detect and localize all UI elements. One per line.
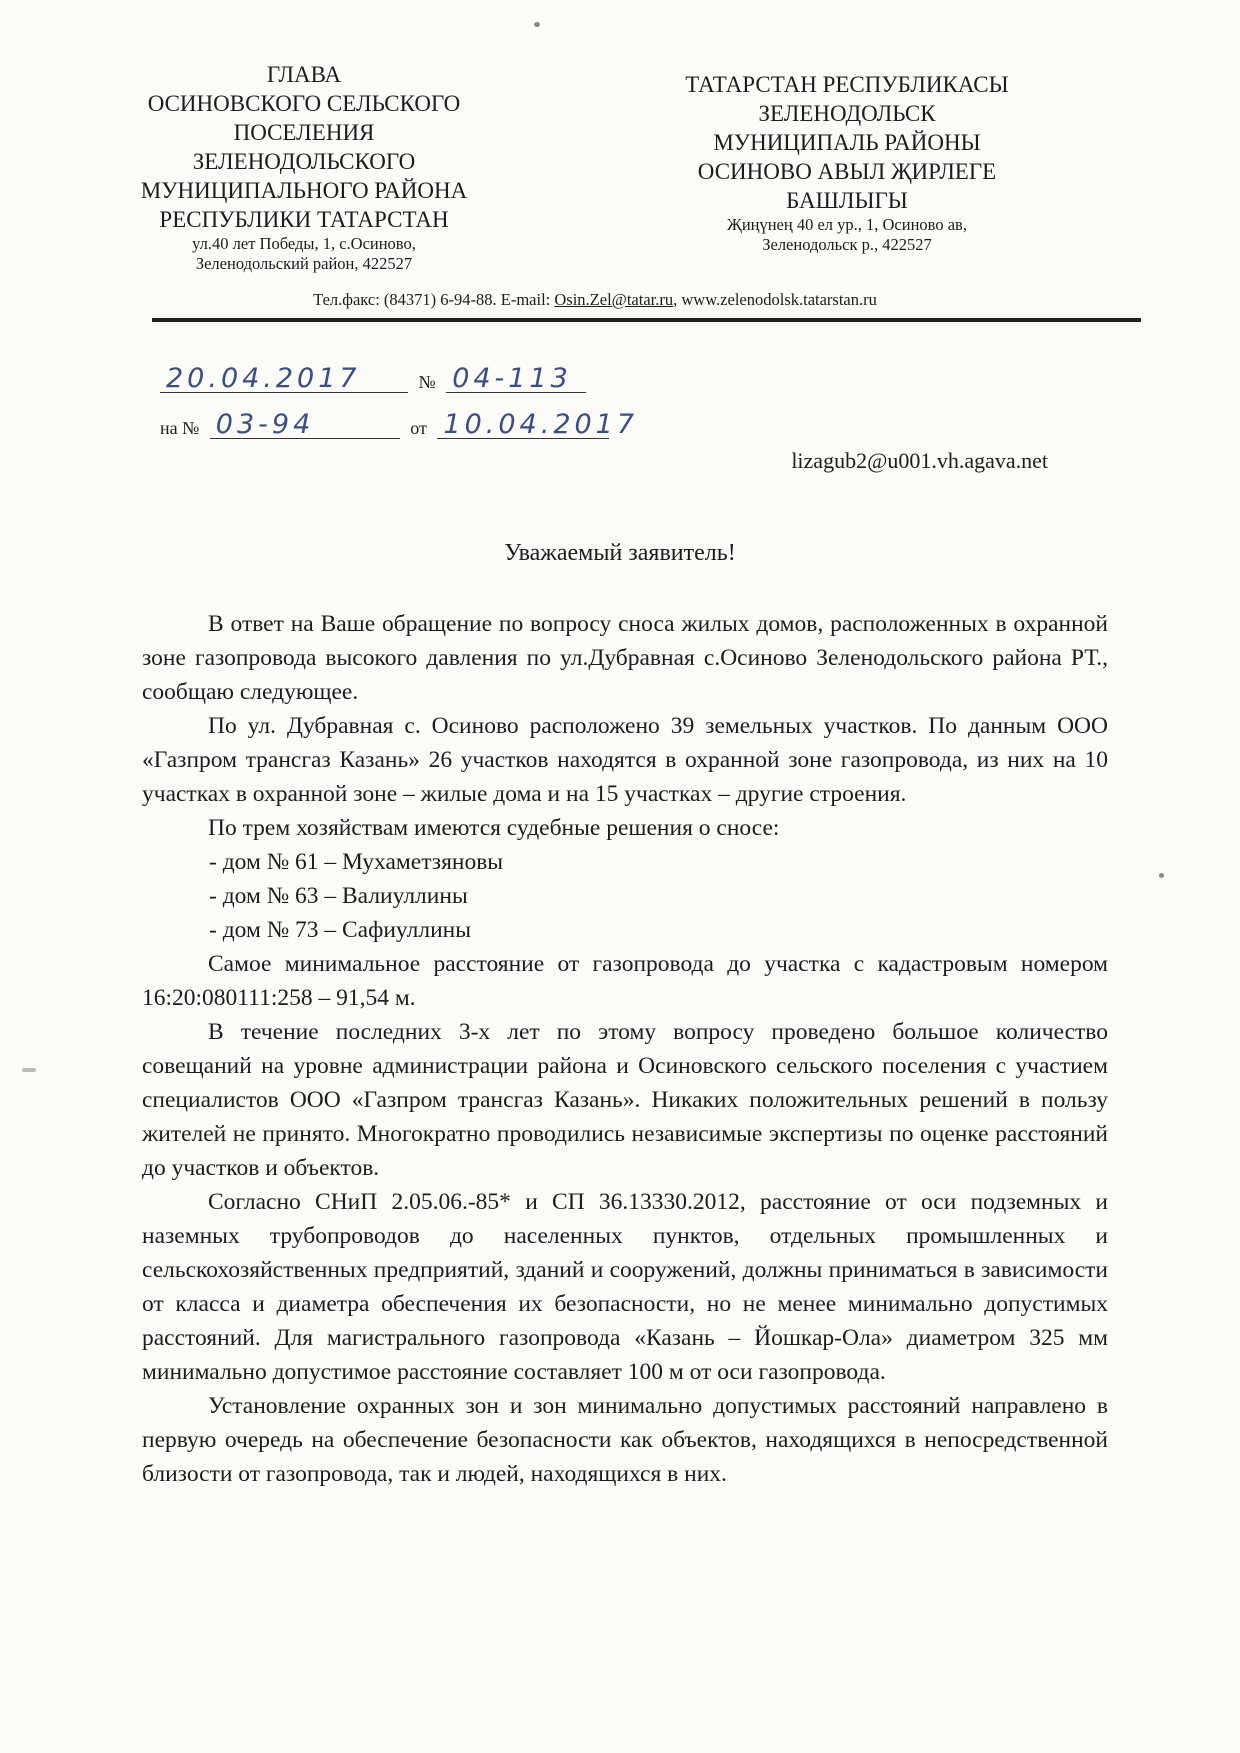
recipient-email: lizagub2@u001.vh.agava.net xyxy=(791,448,1048,473)
letterhead-tatar xyxy=(655,70,1039,255)
handwritten-reply-date: 10.04.2017 xyxy=(443,409,639,440)
reply-number-field xyxy=(210,410,400,439)
letter-body xyxy=(142,607,1108,1491)
letterhead-line: РЕСПУБЛИКИ ТАТАРСТАН xyxy=(159,207,449,232)
paragraph: Согласно СНиП 2.05.06.-85* и СП 36.13330.2012, расстояние от оси подземных и наземных трубопроводов до населенных пунктов, отдельных промышленных и сельскохозяйственных предприятий, зданий и сооружений, должны приниматься в зависимости от класса и диаметра обеспечения их безопасности, но не менее минимально допустимых расстояний. Для магистрального газопровода «Казань – Йошкар-Ола» диаметром 325 мм минимально допустимое расстояние составляет 100 м от оси газопровода. xyxy=(142,1189,1108,1385)
contacts-website: , www.zelenodolsk.tatarstan.ru xyxy=(673,290,877,309)
letterhead-line: БАШЛЫГЫ xyxy=(786,188,908,213)
paragraph: В течение последних 3-х лет по этому вопросу проведено большое количество совещаний на уровне администрации района и Осиновского сельского поселения с участием специалистов ООО «Газпром трансгаз Казань». Никаких положительных решений в пользу жителей не принято. Многократно проводились независимые экспертизы по оценке расстояний до участков и объектов. xyxy=(142,1019,1108,1181)
paragraph: В ответ на Ваше обращение по вопросу сноса жилых домов, расположенных в охранной зоне газопровода высокого давления по ул.Дубравная с.Осиново Зеленодольского района РТ., сообщаю следующее. xyxy=(142,611,1108,705)
scan-speck xyxy=(534,22,540,27)
letterhead-address-line: Зеленодольск р., 422527 xyxy=(762,235,932,254)
letterhead-address-line: Зеленодольский район, 422527 xyxy=(195,254,413,273)
number-label: № xyxy=(418,372,436,392)
letterhead-line: ОСИНОВСКОГО СЕЛЬСКОГО xyxy=(147,91,461,116)
letterhead-line: МУНИЦИПАЛЬНОГО РАЙОНА xyxy=(140,178,468,203)
letterhead-line: ГЛАВА xyxy=(266,62,342,87)
letterhead-russian xyxy=(118,60,490,274)
reply-registration xyxy=(160,409,639,440)
outgoing-registration xyxy=(160,364,586,393)
scan-speck xyxy=(1159,873,1164,878)
from-label: от xyxy=(410,418,427,438)
reply-label: на № xyxy=(160,418,200,438)
scan-speck xyxy=(22,1068,36,1072)
reply-date-field xyxy=(437,409,639,440)
greeting: Уважаемый заявитель! xyxy=(504,540,736,566)
letterhead-divider xyxy=(152,318,1141,322)
paragraph: Установление охранных зон и зон минимально допустимых расстояний направлено в первую очередь на обеспечение безопасности как объектов, находящихся в непосредственной близости от газопровода, так и людей, находящихся в них. xyxy=(142,1393,1108,1487)
letterhead-address-line: Җиңүнең 40 ел ур., 1, Осиново ав, xyxy=(727,215,967,234)
letterhead-line: МУНИЦИПАЛЬ РАЙОНЫ xyxy=(713,130,981,155)
letterhead-address-line: ул.40 лет Победы, 1, с.Осиново, xyxy=(192,234,416,253)
letterhead-line: ЗЕЛЕНОДОЛЬСКОГО xyxy=(192,149,416,174)
list-item: - дом № 73 – Сафиуллины xyxy=(209,917,472,943)
paragraph: По трем хозяйствам имеются судебные решения о сносе: xyxy=(208,815,780,841)
letterhead-line: ТАТАРСТАН РЕСПУБЛИКАСЫ xyxy=(685,72,1009,97)
contacts-email-link[interactable]: Osin.Zel@tatar.ru xyxy=(554,290,674,309)
handwritten-number: 04-113 xyxy=(452,363,572,394)
paragraph: По ул. Дубравная с. Осиново расположено 39 земельных участков. По данным ООО «Газпром трансгаз Казань» 26 участков находятся в охранной зоне газопровода, из них на 10 участках в охранной зоне – жилые дома и на 15 участках – другие строения. xyxy=(142,713,1108,807)
list-item: - дом № 63 – Валиуллины xyxy=(209,883,468,909)
paragraph: Самое минимальное расстояние от газопровода до участка с кадастровым номером 16:20:080111:258 – 91,54 м. xyxy=(142,951,1108,1011)
date-field xyxy=(160,364,408,393)
letterhead-line: ЗЕЛЕНОДОЛЬСК xyxy=(758,101,936,126)
list-item: - дом № 61 – Мухаметзяновы xyxy=(209,849,504,875)
handwritten-reply-number: 03-94 xyxy=(215,409,315,440)
letterhead-line: ОСИНОВО АВЫЛ ҖИРЛЕГЕ xyxy=(697,159,997,184)
contacts-phone: Тел.факс: (84371) 6-94-88. E-mail: xyxy=(313,290,555,309)
letterhead-contacts xyxy=(150,290,1040,310)
number-field xyxy=(446,364,586,393)
letterhead-line: ПОСЕЛЕНИЯ xyxy=(233,120,375,145)
handwritten-date: 20.04.2017 xyxy=(166,363,361,394)
